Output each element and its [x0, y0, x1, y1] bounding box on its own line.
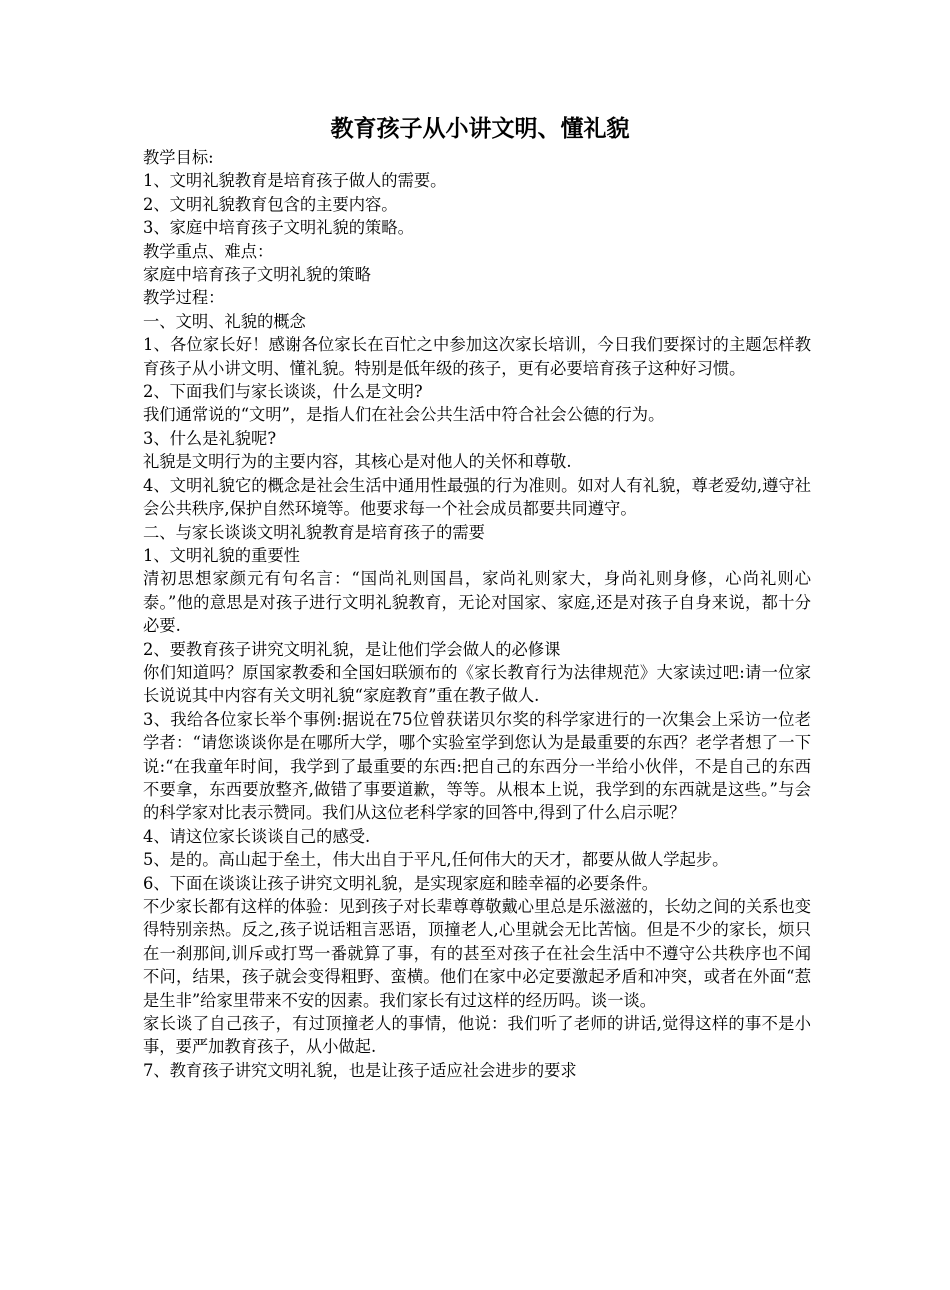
paragraph: 一、文明、礼貌的概念: [143, 311, 306, 331]
document-body: [143, 146, 811, 1082]
paragraph: 3、什么是礼貌呢?: [143, 428, 277, 448]
paragraph: 2、下面我们与家长谈谈，什么是文明?: [143, 382, 423, 402]
paragraph: 家庭中培育孩子文明礼貌的策略: [143, 265, 371, 285]
document-page: [143, 112, 811, 1082]
paragraph: 你们知道吗？原国家教委和全国妇联颁布的《家长教育行为法律规范》大家读过吧:请一位家长说说其中内容有关文明礼貌“家庭教育”重在教子做人.: [143, 662, 811, 706]
paragraph: 家长谈了自己孩子，有过顶撞老人的事情，他说：我们听了老师的讲话,觉得这样的事不是小事，要严加教育孩子，从小做起.: [143, 1014, 811, 1057]
paragraph: 4、请这位家长谈谈自己的感受.: [143, 826, 371, 846]
paragraph: 1、各位家长好！感谢各位家长在百忙之中参加这次家长培训，今日我们要探讨的主题怎样教育孩子从小讲文明、懂礼貌。特别是低年级的孩子，更有必要培育孩子这种好习惯。: [143, 335, 811, 378]
paragraph: 3、家庭中培育孩子文明礼貌的策略。: [143, 218, 414, 238]
paragraph: 2、要教育孩子讲究文明礼貌，是让他们学会做人的必修课: [143, 639, 561, 659]
paragraph: 5、是的。高山起于垒土，伟大出自于平凡,任何伟大的天才，都要从做人学起步。: [143, 850, 729, 870]
paragraph: 7、教育孩子讲究文明礼貌，也是让孩子适应社会进步的要求: [143, 1060, 577, 1080]
paragraph: 4、文明礼貌它的概念是社会生活中通用性最强的行为准则。如对人有礼貌，尊老爱幼,遵守社会公共秩序,保护自然环境等。他要求每一个社会成员都要共同遵守。: [143, 475, 811, 519]
paragraph: 1、文明礼貌的重要性: [143, 545, 300, 565]
paragraph: 二、与家长谈谈文明礼貌教育是培育孩子的需要: [143, 522, 485, 542]
paragraph: 2、文明礼貌教育包含的主要内容。: [143, 194, 398, 214]
paragraph: 不少家长都有这样的体验：见到孩子对长辈尊尊敬戴心里总是乐滋滋的，长幼之间的关系也变得特别亲热。反之,孩子说话粗言恶语，顶撞老人,心里就会无比苦恼。但是不少的家长，烦只在一刹那间,训斥或打骂一番就算了事，有的甚至对孩子在社会生活中不遵守公共秩序也不闻不问，结果，孩子就会变得粗野、蛮横。他们在家中必定要激起矛盾和冲突，或者在外面“惹是生非”给家里带来不安的因素。我们家长有过这样的经历吗。谈一谈。: [143, 897, 811, 1010]
paragraph: 6、下面在谈谈让孩子讲究文明礼貌，是实现家庭和睦幸福的必要条件。: [143, 873, 659, 893]
paragraph: 3、我给各位家长举个事例:据说在75位曾获诺贝尔奖的科学家进行的一次集会上采访一位老学者：“请您谈谈你是在哪所大学，哪个实验室学到您认为是最重要的东西？老学者想了一下说:“在我童年时间，我学到了最重要的东西:把自己的东西分一半给小伙伴，不是自己的东西不要拿，东西要放整齐,做错了事要道歉，等等。从根本上说，我学到的东西就是这些。”与会的科学家对比表示赞同。我们从这位老科学家的回答中,得到了什么启示呢？: [143, 709, 811, 823]
paragraph: 教学重点、难点：: [143, 241, 274, 261]
paragraph: 教学过程：: [143, 288, 225, 308]
paragraph: 教学目标:: [143, 148, 214, 167]
paragraph: 1、文明礼貌教育是培育孩子做人的需要。: [143, 171, 447, 191]
document-title: 教育孩子从小讲文明、懂礼貌: [330, 115, 630, 142]
paragraph: 清初思想家颜元有句名言：“国尚礼则国昌，家尚礼则家大，身尚礼则身修，心尚礼则心泰。”他的意思是对孩子进行文明礼貌教育，无论对国家、家庭,还是对孩子自身来说，都十分必要.: [143, 569, 811, 636]
paragraph: 礼貌是文明行为的主要内容，其核心是对他人的关怀和尊敬.: [143, 452, 572, 472]
paragraph: 我们通常说的“文明”，是指人们在社会公共生活中符合社会公德的行为。: [143, 405, 665, 425]
